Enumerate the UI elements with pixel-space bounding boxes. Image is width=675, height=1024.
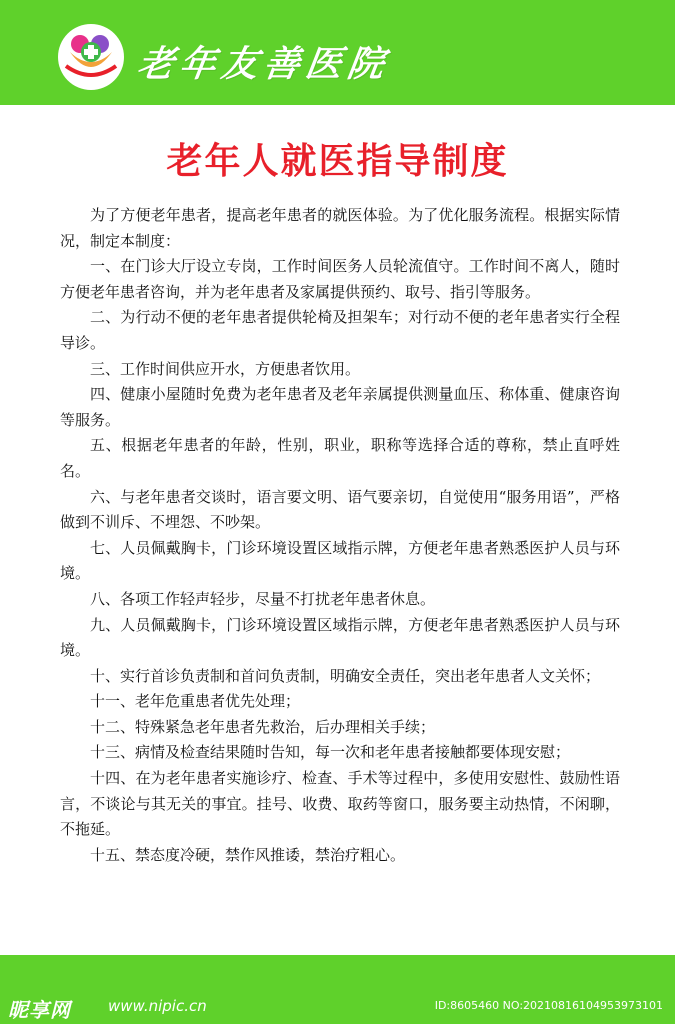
watermark-id: ID:8605460 NO:20210816104953973101 <box>434 999 663 1012</box>
paragraph-item-6: 六、与老年患者交谈时，语言要文明、语气要亲切，自觉使用“服务用语”，严格做到不训斥、不埋怨、不吵架。 <box>60 487 620 532</box>
paragraph-item-15: 十五、禁态度冷硬，禁作风推诿，禁治疗粗心。 <box>90 845 406 864</box>
regulation-body <box>60 203 620 868</box>
paragraph-item-7: 七、人员佩戴胸卡，门诊环境设置区域指示牌，方便老年患者熟悉医护人员与环境。 <box>60 538 620 583</box>
page-title: 老年人就医指导制度 <box>166 141 509 182</box>
hospital-logo-icon <box>56 22 126 92</box>
watermark-logo: 昵享网 <box>8 998 71 1022</box>
paragraph-item-11: 十一、老年危重患者优先处理； <box>90 692 301 711</box>
paragraph-item-9: 九、人员佩戴胸卡，门诊环境设置区域指示牌，方便老年患者熟悉医护人员与环境。 <box>60 615 620 660</box>
paragraph-item-8: 八、各项工作轻声轻步，尽量不打扰老年患者休息。 <box>90 589 436 608</box>
footer-banner <box>0 955 675 1024</box>
paragraph-item-4: 四、健康小屋随时免费为老年患者及老年亲属提供测量血压、称体重、健康咨询等服务。 <box>60 385 620 429</box>
paragraph-item-5: 五、根据老年患者的年龄，性别，职业，职称等选择合适的尊称，禁止直呼姓名。 <box>60 436 620 480</box>
paragraph-item-14: 十四、在为老年患者实施诊疗、检查、手术等过程中，多使用安慰性、鼓励性语言，不谈论与其无关的事宜。挂号、收费、取药等窗口，服务要主动热情，不闲聊，不拖延。 <box>60 769 620 839</box>
paragraph-intro: 为了方便老年患者，提高老年患者的就医体验。为了优化服务流程。根据实际情况，制定本制度： <box>60 206 620 250</box>
paragraph-item-12: 十二、特殊紧急老年患者先救治，后办理相关手续； <box>90 717 436 736</box>
paragraph-item-2: 二、为行动不便的老年患者提供轮椅及担架车；对行动不便的老年患者实行全程导诊。 <box>60 308 620 352</box>
paragraph-item-1: 一、在门诊大厅设立专岗，工作时间医务人员轮流值守。工作时间不离人，随时方便老年患者咨询，并为老年患者及家属提供预约、取号、指引等服务。 <box>60 257 620 301</box>
paragraph-item-13: 十三、病情及检查结果随时告知，每一次和老年患者接触都要体现安慰； <box>90 743 571 762</box>
paragraph-item-3: 三、工作时间供应开水，方便患者饮用。 <box>90 359 361 378</box>
hospital-name: 老年友善医院 <box>134 43 393 85</box>
watermark-url: www.nipic.cn <box>108 997 207 1015</box>
paragraph-item-10: 十、实行首诊负责制和首问负责制，明确安全责任，突出老年患者人文关怀； <box>90 666 601 685</box>
header-banner <box>0 0 675 105</box>
